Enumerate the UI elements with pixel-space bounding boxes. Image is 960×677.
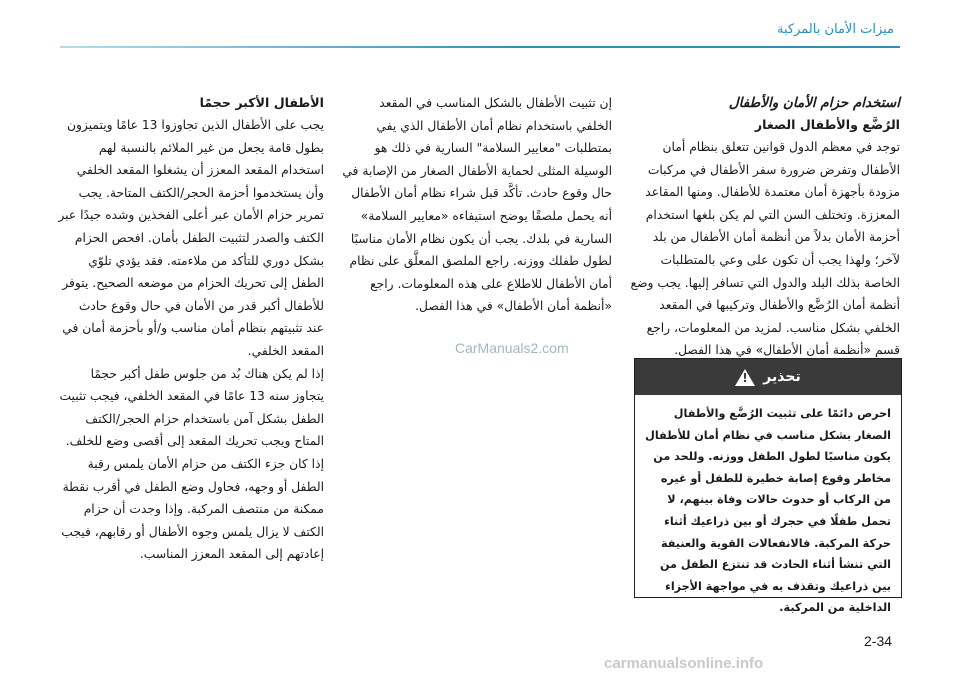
larger-children-paragraph-3: إذا كان جزء الكتف من حزام الأمان يلمس رقبة الطفل أو وجهه، فحاول وضع الطفل في أقرب نقطة ممكنة من منتصف المركبة. وإذا وجدت أن حزام الكتف لا يزال يلمس وجوه الأطفال أو رقابهم، فيجب إعادتهم إلى المقعد المعزز المناسب. (61, 456, 324, 562)
page-number: 2-34 (864, 633, 893, 649)
infants-paragraph: توجد في معظم الدول قوانين تتعلق بنظام أمان الأطفال وتفرض ضرورة سفر الأطفال في مركبات مزودة بأجهزة أمان معتمدة للأطفال. ومنها المقاعد المعززة. وتختلف السن التي لم يكن بلغها استخدام أحزمة الأمان بدلاً من أنظمة أمان الأطفال من بلد لآخر؛ ولهذا يجب أن تكون على وعي بالمتطلبات الخاصة بذلك البلد والدول التي تسافر إليها. يجب وضع أنظمة أمان الرُضَّع والأطفال وتركيبها في المقعد الخلفي بشكل مناسب. لمزيد من المعلومات، راجع قسم «أنظمة أمان الأطفال» في هذا الفصل. (630, 140, 900, 358)
warning-text: احرص دائمًا على تثبيت الرُضَّع والأطفال الصغار بشكل مناسب في نظام أمان للأطفال يكون مناسبًا لطول الطفل ووزنه. وللحد من مخاطر وقوع إصابة خطيرة للطفل أو غيره من الركاب أو حدوث حالات وفاة بينهم، لا تحمل طفلًا في حجرك أو بين ذراعيك أثناء حركة المركبة. فالانفعالات القوية والعنيفة التي تنشأ أثناء الحادث قد تنتزع الطفل من بين ذراعيك وتقذف به في مواجهة الأجزاء الداخلية من المركبة. (645, 407, 891, 615)
warning-header (635, 359, 901, 395)
section-title: استخدام حزام الأمان والأطفال (728, 95, 900, 111)
column-right (630, 92, 900, 362)
child-restraint-paragraph: إن تثبيت الأطفال بالشكل المناسب في المقعد الخلفي باستخدام نظام أمان الأطفال الذي يفي بمتطلبات "معايير السلامة" السارية في ذلك هو الوسيلة المثلى لحماية الأطفال الصغار من الإصابة في حال وقوع حادث. تأكَّد قبل شراء نظام أمان الأطفال أنه يحمل ملصقًا يوضح استيفاءه «معايير السلامة» السارية في بلدك. يجب أن يكون نظام الأمان مناسبًا لطول طفلك ووزنه. راجع الملصق المعلَّق على نظام أمان الأطفال للاطلاع على هذه المعلومات. راجع «أنظمة أمان الأطفال» في هذا الفصل. (342, 96, 612, 314)
section-header: ميزات الأمان بالمركبة (777, 22, 894, 37)
footer-site-mark: carmanualsonline.info (604, 655, 764, 672)
column-left (58, 92, 324, 566)
header-rule (60, 46, 900, 48)
warning-heading: تحذير (763, 369, 801, 385)
column-middle (342, 92, 612, 318)
larger-children-paragraph-1: يجب على الأطفال الذين تجاوزوا 13 عامًا ويتميزون بطول قامة يجعل من غير الملائم بالنسبة لهم استخدام المقعد المعزز أن يشغلوا المقعد الخلفي وأن يستخدموا أحزمة الحجر/الكتف المتاحة. يجب تمرير حزام الأمان عبر أعلى الفخذين وشده جيدًا عبر الكتف والصدر لتثبيت الطفل بأمان. افحص الحزام بشكل دوري للتأكد من ملاءمته. فقد يؤدي تلوّي الطفل إلى تحريك الحزام من موضعه الصحيح. يتوفر للأطفال أكبر قدر من الأمان في حال وقوع حادث عند تثبيتهم بنظام أمان مناسب و/أو بأحزمة أمان في المقعد الخلفي. (58, 118, 324, 358)
watermark-text: CarManuals2.com (455, 340, 569, 356)
larger-children-paragraph-2: إذا لم يكن هناك بُد من جلوس طفل أكبر حجمًا يتجاوز سنه 13 عامًا في المقعد الخلفي، فيجب تثبيت الطفل بشكل آمن باستخدام حزام الحجر/الكتف المتاح ويجب تحريك المقعد إلى أقصى وضع للخلف. (59, 366, 324, 449)
subsection-larger-children: الأطفال الأكبر حجمًا (199, 95, 324, 110)
subsection-infants: الرُضَّع والأطفال الصغار (754, 117, 900, 132)
warning-triangle-icon (735, 369, 755, 386)
warning-box (634, 358, 902, 615)
